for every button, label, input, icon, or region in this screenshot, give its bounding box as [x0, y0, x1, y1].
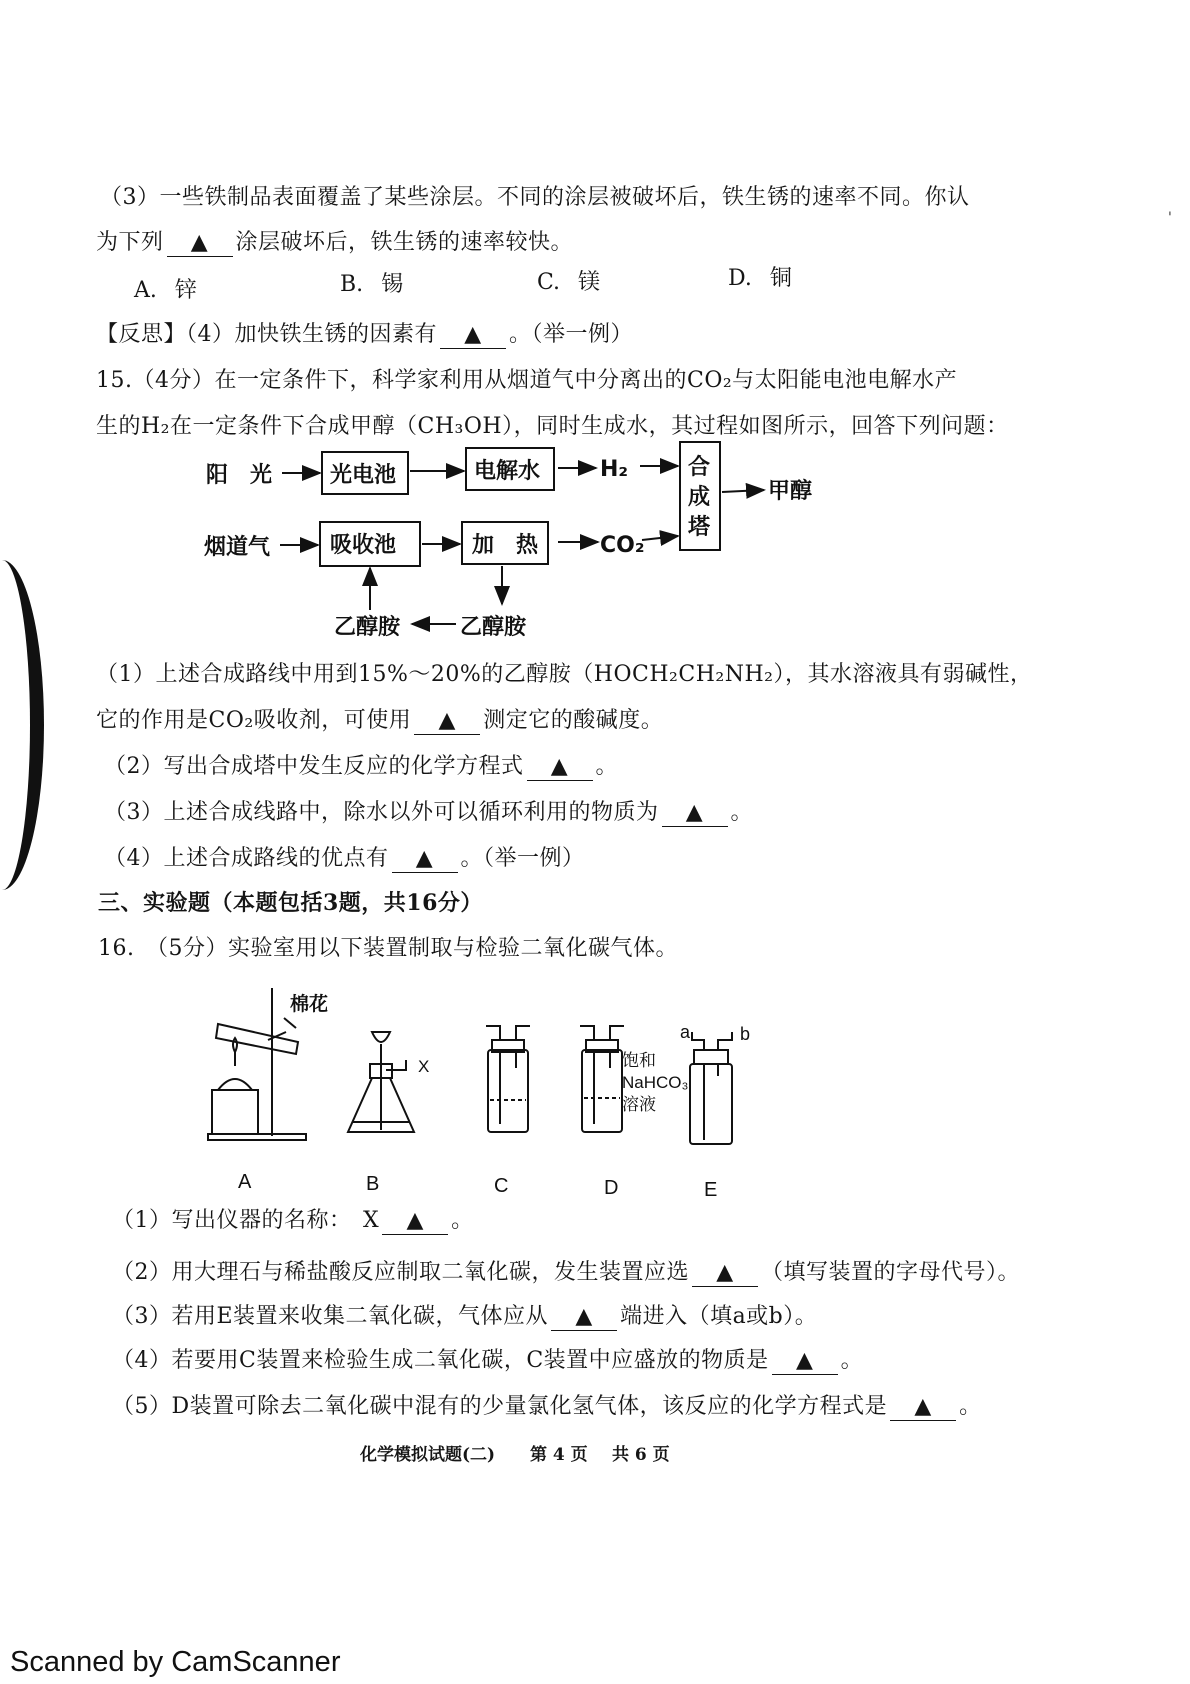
footer-total-pages: 共 6 页 — [612, 1445, 670, 1465]
methanol-flow-diagram — [196, 440, 836, 650]
flow-tower-3: 塔 — [688, 515, 711, 540]
q15-intro-line2: 生的H₂在一定条件下合成甲醇（CH₃OH），同时生成水，其过程如图所示，回答下列问题： — [96, 414, 1009, 439]
answer-blank[interactable]: ▲ — [167, 230, 233, 257]
letter-a: A — [238, 1171, 252, 1193]
flow-ethanolamine-left: 乙醇胺 — [334, 615, 401, 640]
letter-d: D — [604, 1177, 619, 1199]
q16-part1 — [112, 1206, 474, 1236]
option-text: 锡 — [381, 272, 404, 297]
q15-part1-line1: （1）上述合成路线中用到15%～20%的乙醇胺（HOCH₂CH₂NH₂），其水溶液具有弱碱性， — [96, 662, 1033, 687]
answer-blank[interactable]: ▲ — [382, 1208, 448, 1235]
flow-co2: CO₂ — [600, 533, 645, 558]
bottle-c — [488, 1050, 528, 1132]
label-nahco3: NaHCO₃ — [622, 1073, 689, 1092]
q16-part1-pre: （1）写出仪器的名称： X — [112, 1208, 380, 1233]
option-key: C. — [537, 270, 561, 295]
q16-part4 — [112, 1346, 863, 1376]
q15-part2-post: 。 — [595, 754, 619, 779]
label-b: b — [740, 1024, 751, 1044]
q15-part2-pre: （2）写出合成塔中发生反应的化学方程式 — [104, 754, 524, 779]
letter-c: C — [494, 1175, 509, 1197]
bottle-d — [582, 1050, 622, 1132]
q15-part3-post: 。 — [730, 800, 754, 825]
q16-part2-post: （填写装置的字母代号）。 — [761, 1260, 1021, 1285]
apparatus-illustration — [196, 980, 796, 1210]
option-key: B. — [340, 272, 364, 297]
flow-heating: 加 热 — [472, 533, 539, 558]
option-a — [134, 276, 197, 306]
flow-methanol: 甲醇 — [768, 479, 813, 504]
option-key: A. — [134, 278, 157, 303]
q14-part4-pre: 【反思】（4）加快铁生锈的因素有 — [96, 322, 437, 347]
q15-part3-pre: （3）上述合成线路中，除水以外可以循环利用的物质为 — [104, 800, 659, 825]
q15-part4-pre: （4）上述合成路线的优点有 — [104, 846, 389, 871]
q16-part3-pre: （3）若用E装置来收集二氧化碳，气体应从 — [112, 1304, 549, 1329]
answer-blank[interactable]: ▲ — [890, 1394, 956, 1421]
section-heading: 三、实验题（本题包括3题，共16分） — [98, 890, 483, 916]
letter-b: B — [366, 1173, 380, 1195]
answer-blank[interactable]: ▲ — [772, 1348, 838, 1375]
option-key: D. — [728, 266, 752, 291]
q16-part5-post: 。 — [959, 1394, 982, 1419]
answer-blank[interactable]: ▲ — [551, 1304, 617, 1331]
q16-part4-pre: （4）若要用C装置来检验生成二氧化碳，C装置中应盛放的物质是 — [112, 1348, 769, 1373]
option-d — [728, 264, 792, 294]
q16-part5-pre: （5）D装置可除去二氧化碳中混有的少量氯化氢气体，该反应的化学方程式是 — [112, 1394, 888, 1419]
option-text: 镁 — [578, 270, 601, 295]
q15-part4 — [104, 844, 585, 874]
label-solution: 溶液 — [622, 1095, 656, 1114]
option-b — [340, 270, 403, 300]
scan-speck: ' — [1168, 210, 1172, 226]
answer-blank[interactable]: ▲ — [662, 800, 728, 827]
footer-page-number: 第 4 页 — [530, 1445, 588, 1465]
q16-part5 — [112, 1392, 982, 1422]
q16-part2-pre: （2）用大理石与稀盐酸反应制取二氧化碳，发生装置应选 — [112, 1260, 689, 1285]
scan-edge-shadow — [0, 560, 44, 890]
q14-part3-pre: 为下列 — [96, 230, 164, 255]
option-c — [537, 268, 600, 298]
label-saturated: 饱和 — [622, 1051, 656, 1070]
option-text: 铜 — [769, 266, 792, 291]
q16-part3 — [112, 1302, 817, 1332]
flow-h2: H₂ — [600, 457, 629, 482]
q15-part1-pre: 它的作用是CO₂吸收剂，可使用 — [96, 708, 412, 733]
option-text: 锌 — [174, 278, 197, 303]
q15-intro-line1: 15.（4分）在一定条件下，科学家利用从烟道气中分离出的CO₂与太阳能电池电解水产 — [96, 368, 958, 393]
answer-blank[interactable]: ▲ — [392, 846, 458, 873]
q14-part3-line1: （3）一些铁制品表面覆盖了某些涂层。不同的涂层被破坏后，铁生锈的速率不同。你认 — [100, 185, 970, 210]
q14-reflection — [96, 320, 633, 350]
flow-electrolysis: 电解水 — [474, 459, 541, 484]
flow-photovoltaic: 光电池 — [330, 463, 397, 488]
q16-intro: 16. （5分）实验室用以下装置制取与检验二氧化碳气体。 — [98, 936, 678, 961]
camscanner-watermark: Scanned by CamScanner — [10, 1646, 341, 1678]
q14-part3-post: 涂层破坏后，铁生锈的速率较快。 — [235, 230, 574, 255]
q14-part4-post: 。（举一例） — [509, 322, 634, 347]
answer-blank[interactable]: ▲ — [692, 1260, 758, 1287]
bottle-e — [690, 1064, 732, 1144]
flow-sunlight: 阳 光 — [206, 463, 273, 488]
q15-part4-post: 。（举一例） — [460, 846, 585, 871]
q15-part1-line2 — [96, 706, 663, 736]
q16-part1-post: 。 — [451, 1208, 474, 1233]
test-tube — [216, 1024, 298, 1054]
answer-blank[interactable]: ▲ — [527, 754, 593, 781]
flow-flue-gas: 烟道气 — [204, 535, 271, 560]
label-cotton: 棉花 — [290, 994, 329, 1015]
answer-blank[interactable]: ▲ — [440, 322, 506, 349]
flow-ethanolamine-right: 乙醇胺 — [460, 615, 527, 640]
flow-tower-1: 合 — [688, 455, 711, 480]
q15-part2 — [104, 752, 618, 782]
flow-tower-2: 成 — [688, 485, 711, 510]
q15-part3 — [104, 798, 753, 828]
q14-part3-line2 — [96, 228, 573, 258]
q16-part3-post: 端进入（填a或b）。 — [620, 1304, 818, 1329]
label-a: a — [680, 1022, 691, 1042]
letter-e: E — [704, 1179, 718, 1201]
flow-absorber: 吸收池 — [330, 533, 397, 558]
q16-part2 — [112, 1258, 1020, 1288]
q16-part4-post: 。 — [840, 1348, 864, 1373]
footer-title: 化学模拟试题(二) — [360, 1445, 496, 1465]
answer-blank[interactable]: ▲ — [414, 708, 480, 735]
q15-part1-post: 测定它的酸碱度。 — [483, 708, 664, 733]
label-x: X — [418, 1057, 430, 1076]
